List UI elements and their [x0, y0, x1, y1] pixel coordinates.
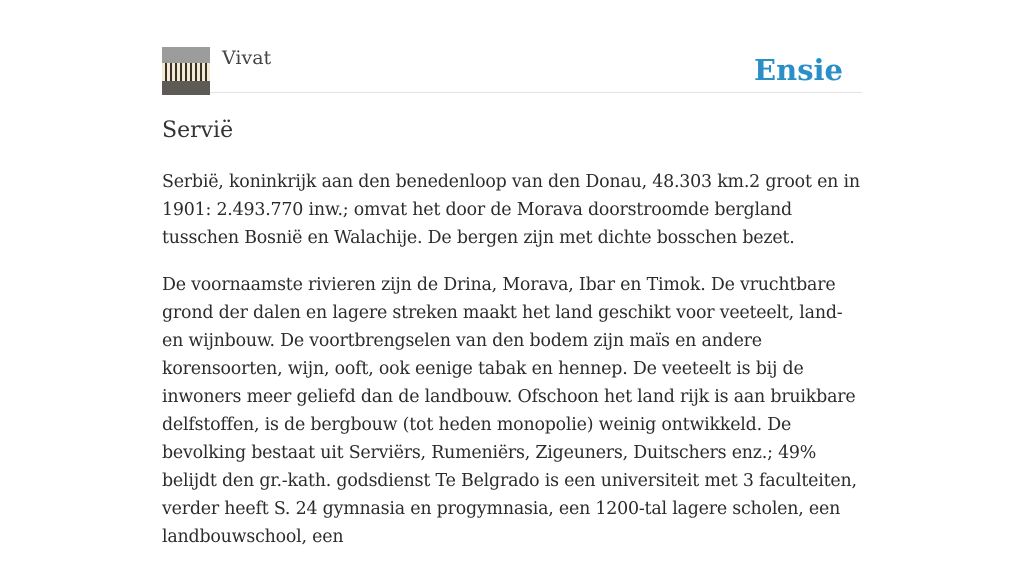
brand-logo[interactable]: Ensie: [754, 53, 843, 87]
article-body: [162, 168, 866, 570]
article-paragraph: Serbië, koninkrijk aan den benedenloop van den Donau, 48.303 km.2 groot en in 1901: 2.493.770 inw.; omvat het door de Morava doorstroomde bergland tusschen Bosnië en Walachije. De bergen zijn met dichte bosschen bezet.: [162, 172, 860, 248]
header: [162, 46, 862, 93]
bookshelf-image: [162, 63, 210, 81]
author-name[interactable]: Vivat: [222, 47, 272, 69]
page-title: Servië: [162, 118, 234, 143]
article-paragraph: De voornaamste rivieren zijn de Drina, Morava, Ibar en Timok. De vruchtbare grond der dalen en lagere streken maakt het land geschikt voor veeteelt, land- en wijnbouw. De voortbrengselen van den bodem zijn maïs en andere korensoorten, wijn, ooft, ook eenige tabak en hennep. De veeteelt is bij de inwoners meer geliefd dan de landbouw. Ofschoon het land rijk is aan bruikbare delfstoffen, is de bergbouw (tot heden monopolie) weinig ontwikkeld. De bevolking bestaat uit Serviërs, Rumeniërs, Zigeuners, Duitschers enz.; 49% belijdt den gr.-kath. godsdienst Te Belgrado is een universiteit met 3 faculteiten, verder heeft S. 24 gymnasia en progymnasia, een 1200-tal lagere scholen, een landbouwschool, een: [162, 275, 857, 547]
avatar[interactable]: [162, 47, 210, 95]
avatar-background: [162, 47, 210, 63]
avatar-base: [162, 81, 210, 95]
